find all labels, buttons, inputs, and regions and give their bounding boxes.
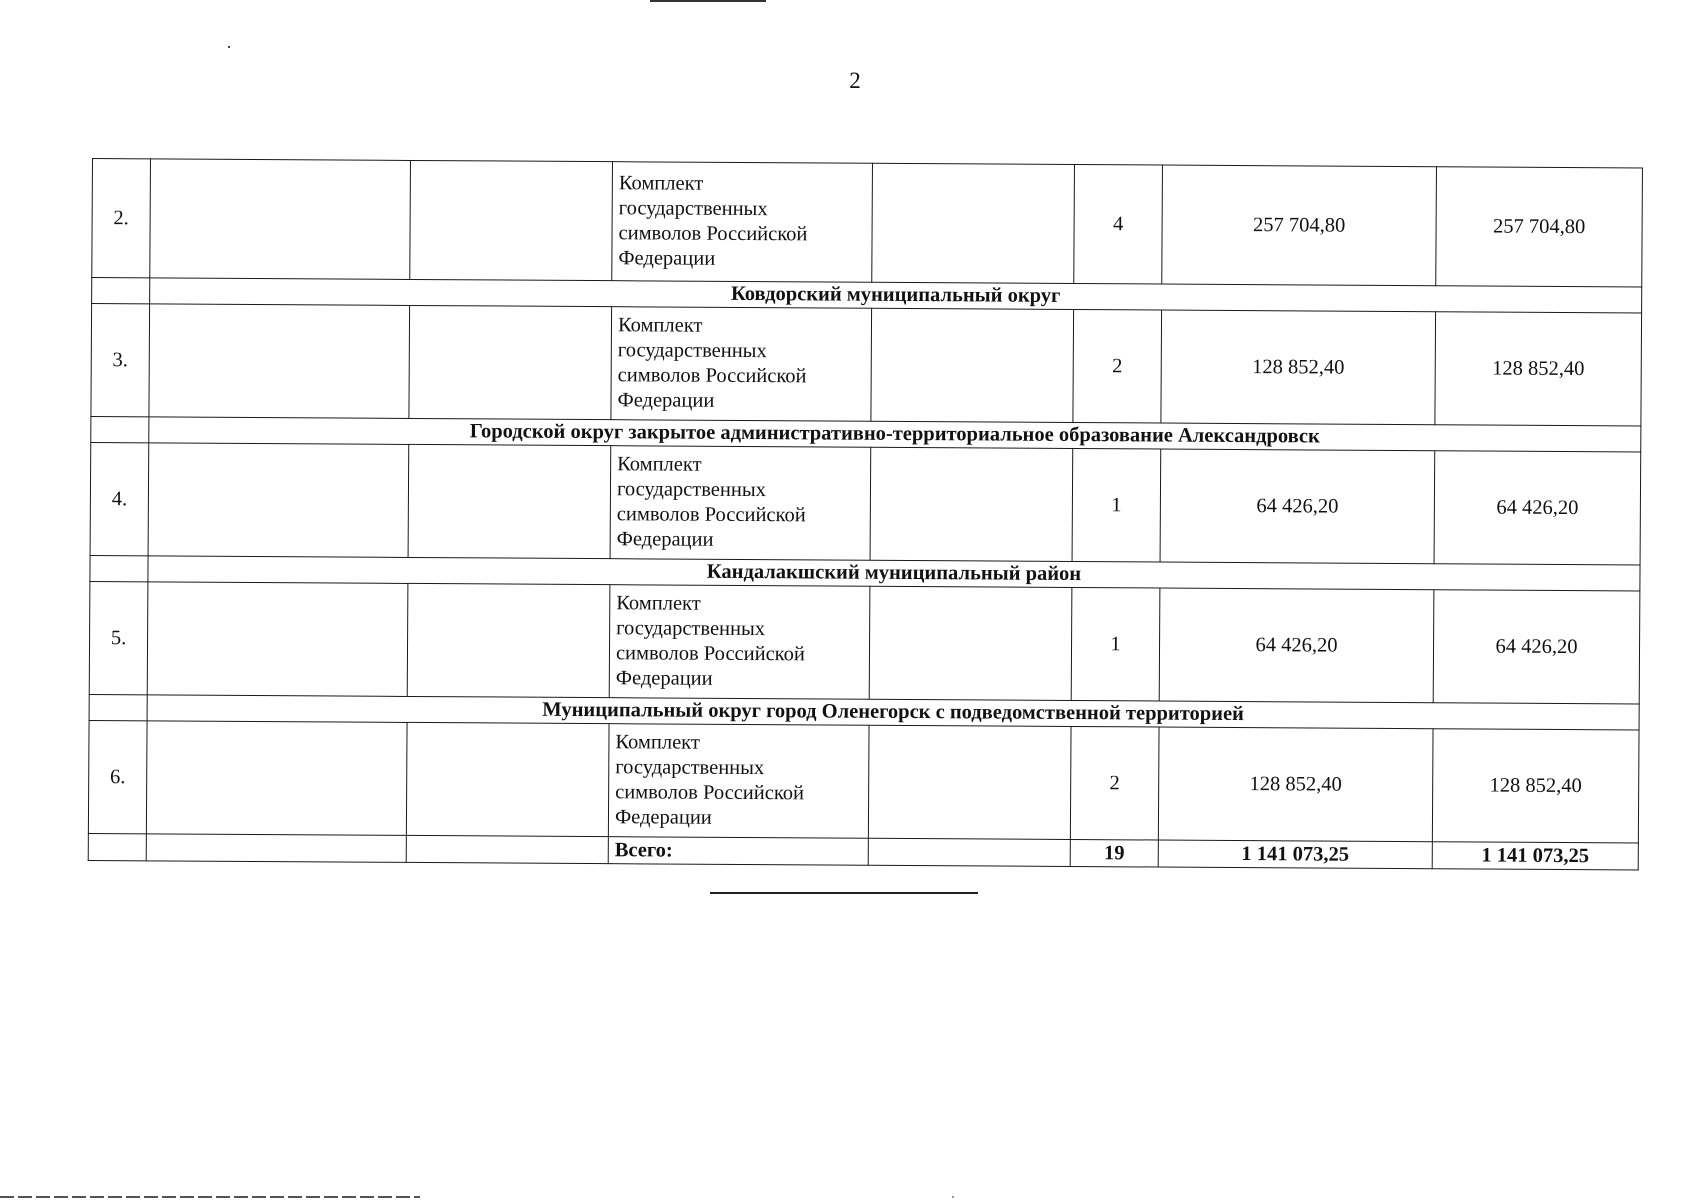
table-row — [91, 304, 1642, 426]
table-row — [89, 581, 1640, 703]
quantity-cell: 2 — [1070, 726, 1159, 840]
item-name-line: государственных — [617, 339, 767, 363]
empty-cell — [150, 159, 411, 280]
item-name-line: государственных — [618, 197, 768, 221]
empty-cell — [408, 444, 611, 558]
item-name-line: Федерации — [618, 247, 716, 270]
sum-cell: 64 426,20 — [1434, 451, 1641, 565]
table-row — [90, 442, 1641, 564]
sum-cell: 128 852,40 — [1432, 729, 1639, 843]
section-title: Муниципальный округ город Оленегорск с подведомственной территорией — [147, 695, 1639, 730]
row-number: 2. — [92, 159, 151, 278]
empty-cell — [146, 721, 407, 836]
empty-cell — [868, 725, 1071, 839]
item-name-line: Комплект — [617, 453, 702, 476]
item-name-line: символов Российской — [618, 222, 808, 246]
item-name-cell — [612, 162, 873, 283]
item-name-line: Федерации — [616, 528, 714, 551]
item-name-cell — [608, 724, 869, 839]
num-cell — [90, 555, 148, 581]
section-title: Городской округ закрытое административно-территориальное образование Александровск — [149, 417, 1641, 452]
num-cell — [89, 694, 147, 720]
document-sheet — [88, 158, 1643, 870]
scan-speck — [228, 46, 230, 48]
quantity-cell: 1 — [1072, 448, 1161, 562]
total-quantity: 19 — [1070, 839, 1158, 867]
quantity-cell: 2 — [1073, 309, 1162, 423]
empty-cell — [868, 838, 1070, 866]
item-name-line: Федерации — [614, 806, 712, 829]
price-cell: 257 704,80 — [1162, 165, 1437, 286]
section-title: Кандалакшский муниципальный район — [148, 556, 1640, 591]
item-name-line: государственных — [616, 617, 766, 641]
table-row — [92, 159, 1643, 287]
item-name-line: символов Российской — [615, 781, 805, 805]
empty-cell — [410, 160, 613, 280]
quantity-cell: 1 — [1071, 587, 1160, 701]
item-name-cell — [611, 307, 872, 422]
empty-cell — [869, 586, 1072, 700]
empty-cell — [407, 583, 610, 697]
empty-cell — [409, 305, 612, 419]
end-rule — [710, 892, 978, 894]
item-name-line: символов Российской — [617, 364, 807, 388]
page-number: 2 — [849, 68, 861, 93]
item-name-line: Комплект — [615, 731, 700, 754]
empty-cell — [149, 304, 410, 419]
item-name-line: государственных — [615, 756, 765, 780]
empty-cell — [872, 163, 1075, 283]
price-cell: 128 852,40 — [1161, 310, 1436, 425]
empty-cell — [406, 722, 609, 836]
item-name-line: Федерации — [615, 667, 713, 690]
total-sum: 1 141 073,25 — [1432, 842, 1638, 870]
table-row — [88, 720, 1639, 842]
row-number: 4. — [90, 442, 149, 555]
section-title: Ковдорский муниципальный округ — [150, 278, 1642, 313]
sum-cell: 64 426,20 — [1433, 590, 1640, 704]
item-name-line: государственных — [616, 478, 766, 502]
item-name-line: Федерации — [617, 389, 715, 412]
empty-cell — [870, 447, 1073, 561]
item-name-line: Комплект — [617, 314, 703, 337]
empty-cell — [146, 834, 406, 863]
item-name-cell — [610, 446, 871, 561]
table-body — [88, 159, 1642, 870]
item-name-line: Комплект — [616, 592, 701, 615]
row-number: 5. — [89, 581, 148, 694]
sum-cell: 128 852,40 — [1435, 312, 1642, 426]
empty-cell — [88, 833, 146, 860]
empty-cell — [148, 443, 409, 558]
empty-cell — [147, 582, 408, 697]
num-cell — [92, 278, 150, 304]
scan-speck — [952, 1196, 954, 1198]
scan-edge-line — [0, 1196, 420, 1198]
items-table — [88, 158, 1643, 870]
item-name-line: символов Российской — [615, 642, 805, 666]
item-name-line: Комплект — [618, 172, 704, 195]
row-number: 6. — [88, 720, 147, 833]
empty-cell — [871, 308, 1074, 422]
num-cell — [91, 416, 149, 442]
price-cell: 64 426,20 — [1160, 449, 1435, 564]
sum-cell: 257 704,80 — [1436, 167, 1643, 287]
quantity-cell: 4 — [1074, 165, 1163, 285]
top-scan-mark — [650, 0, 766, 2]
row-number: 3. — [91, 304, 150, 417]
price-cell: 128 852,40 — [1158, 727, 1433, 842]
total-label: Всего: — [608, 837, 868, 866]
total-price: 1 141 073,25 — [1158, 840, 1432, 869]
price-cell: 64 426,20 — [1159, 588, 1434, 703]
item-name-line: символов Российской — [616, 503, 806, 527]
item-name-cell — [609, 585, 870, 700]
empty-cell — [406, 835, 608, 863]
